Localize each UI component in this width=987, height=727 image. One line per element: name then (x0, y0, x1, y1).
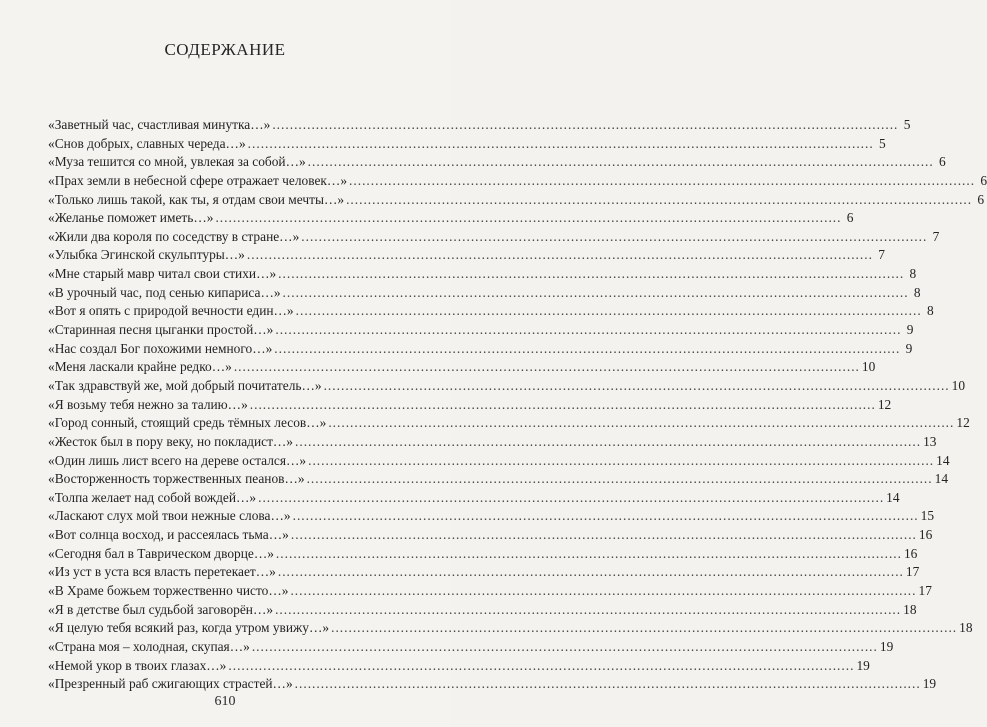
toc-entry-title: «Страна моя – холодная, скупая…» (48, 638, 250, 654)
dot-leader (328, 414, 954, 433)
toc-entry-page: 17 (905, 564, 920, 580)
toc-entry-title: «Немой укор в твоих глазах…» (48, 657, 227, 673)
toc-entry (48, 601, 917, 620)
toc-entry-page: 16 (903, 545, 918, 561)
toc-entry (48, 545, 918, 564)
toc-entry-page: 18 (903, 601, 917, 617)
toc-entry (48, 246, 885, 265)
toc-entry-page: 19 (856, 657, 870, 673)
toc-entry-page: 15 (920, 508, 935, 524)
toc-entry (48, 135, 886, 154)
dot-leader (346, 191, 972, 210)
toc-entry-page: 5 (903, 117, 911, 132)
toc-entry (48, 172, 987, 191)
toc-entry (48, 265, 917, 284)
toc-entry (48, 377, 966, 396)
dot-leader (276, 545, 902, 564)
toc-entry-title: «Муза тешится со мной, увлекая за собой…» (48, 154, 306, 170)
toc-entry (48, 433, 937, 452)
toc-entry-title: «Сегодня бал в Таврическом дворце…» (48, 545, 274, 561)
toc-entry-title: «Я в детстве был судьбой заговорён…» (48, 601, 274, 617)
toc-entry (48, 507, 935, 526)
dot-leader (234, 358, 860, 377)
toc-entry-title: «Снов добрых, славных череда…» (48, 135, 246, 151)
toc-entry-page: 6 (977, 191, 985, 207)
toc-entry (48, 638, 894, 657)
toc-entry-page: 19 (879, 638, 894, 654)
toc-entry-title: «В Храме божьем торжественно чисто…» (48, 583, 289, 599)
toc-entry-page: 18 (959, 620, 973, 636)
toc-entry (48, 191, 985, 210)
toc-entry (48, 321, 914, 340)
toc-entry-page: 7 (932, 228, 940, 244)
toc-entry-title: «Вот я опять с природой вечности един…» (48, 303, 294, 319)
toc-entry-page: 6 (846, 210, 854, 226)
toc-entry-page: 9 (905, 340, 913, 356)
dot-leader (228, 657, 854, 676)
toc-entry-title: «Заветный час, счастливая минутка…» (48, 117, 271, 132)
dot-leader (293, 507, 919, 526)
toc-entry-title: «Толпа желает над собой вождей…» (48, 489, 257, 505)
toc-entry-title: «Восторженность торжественных пеанов…» (48, 471, 305, 487)
toc-entry-page: 8 (926, 303, 934, 319)
toc-entry (48, 358, 876, 377)
toc-entry-page: 5 (879, 135, 886, 151)
toc-entry (48, 284, 921, 303)
toc-entry-title: «Я целую тебя всякий раз, когда утром увижу…» (48, 620, 330, 636)
toc-entry-page: 8 (909, 266, 917, 282)
toc-entry-page: 10 (861, 359, 876, 375)
dot-leader (274, 340, 900, 359)
toc-entry (48, 302, 934, 321)
dot-leader (250, 396, 876, 415)
dot-leader (215, 209, 841, 228)
dot-leader (275, 601, 901, 620)
dot-leader (308, 452, 934, 471)
dot-leader (272, 116, 898, 135)
dot-leader (258, 489, 884, 508)
toc-entry (48, 563, 920, 582)
toc-entry-page: 14 (934, 471, 949, 487)
toc-entry-page: 14 (936, 452, 950, 468)
dot-leader (349, 172, 975, 191)
dot-leader (278, 265, 904, 284)
toc-entry-title: «Один лишь лист всего на дереве остался…» (48, 452, 307, 468)
toc-entry-page: 6 (980, 172, 987, 188)
dot-leader (308, 153, 934, 172)
dot-leader (324, 377, 950, 396)
toc-entry (48, 526, 933, 545)
toc-entry (48, 116, 911, 135)
toc-entry-title: «Только лишь такой, как ты, я отдам свои мечты…» (48, 191, 345, 207)
page-title: СОДЕРЖАНИЕ (164, 40, 286, 59)
dot-leader (295, 675, 921, 694)
toc-entry-page: 8 (913, 284, 921, 300)
dot-leader (275, 321, 901, 340)
dot-leader (296, 302, 922, 321)
dot-leader (252, 638, 878, 657)
toc-entry-title: «Жесток был в пору веку, но покладист…» (48, 433, 294, 449)
dot-leader (301, 228, 927, 247)
toc-entry-page: 12 (877, 396, 892, 412)
dot-leader (331, 619, 957, 638)
toc-entry-title: «Желанье поможет иметь…» (48, 210, 214, 226)
toc-entry (48, 452, 950, 471)
toc-entry-page: 17 (918, 583, 932, 599)
dot-leader (283, 284, 909, 303)
toc-entry-title: «Жили два короля по соседству в стране…» (48, 228, 300, 244)
toc-entry (48, 489, 900, 508)
dot-leader (291, 526, 917, 545)
toc-entry-title: «Вот солнца восход, и рассеялась тьма…» (48, 527, 289, 543)
toc-entry-title: «Я возьму тебя нежно за талию…» (48, 396, 248, 412)
toc-entry-title: «Прах земли в небесной сфере отражает человек…» (48, 172, 348, 188)
toc-entry-page: 12 (956, 415, 970, 431)
toc-entry (48, 396, 892, 415)
toc-entry-page: 9 (906, 322, 914, 338)
toc-entry (48, 657, 870, 676)
toc-entry-title: «Так здравствуй же, мой добрый почитатель…» (48, 377, 322, 393)
toc-entry-page: 13 (923, 433, 937, 449)
toc-entry-title: «Из уст в уста вся власть перетекает…» (48, 564, 276, 580)
toc-entry-title: «Нас создал Бог похожими немного…» (48, 340, 273, 356)
toc-entry (48, 153, 946, 172)
toc-entry-title: «Презренный раб сжигающих страстей…» (48, 676, 293, 692)
toc-entry-page: 6 (939, 154, 946, 170)
toc-entry (48, 228, 940, 247)
toc-entry-title: «Улыбка Эгинской скульптуры…» (48, 247, 245, 263)
toc-entry-title: «В урочный час, под сенью кипариса…» (48, 284, 281, 300)
toc-entry-title: «Меня ласкали крайне редко…» (48, 359, 232, 375)
toc-entry-page: 10 (951, 377, 966, 393)
toc-entry (48, 414, 970, 433)
toc-entry (48, 340, 913, 359)
toc-entry-page: 14 (886, 489, 900, 505)
toc-entry (48, 470, 949, 489)
table-of-contents (48, 116, 987, 694)
toc-entry-title: «Город сонный, стоящий средь тёмных лесов…» (48, 415, 327, 431)
toc-entry-page: 7 (878, 247, 885, 263)
toc-entry-title: «Мне старый мавр читал свои стихи…» (48, 266, 277, 282)
toc-entry-page: 19 (922, 676, 937, 692)
toc-entry (48, 582, 932, 601)
toc-entry-title: «Старинная песня цыганки простой…» (48, 322, 274, 338)
dot-leader (247, 246, 873, 265)
toc-entry-page: 16 (918, 527, 933, 543)
toc-entry (48, 619, 973, 638)
dot-leader (295, 433, 921, 452)
page-number: 610 (214, 694, 236, 709)
dot-leader (248, 135, 874, 154)
toc-entry (48, 209, 854, 228)
dot-leader (307, 470, 933, 489)
dot-leader (290, 582, 916, 601)
toc-entry (48, 675, 937, 694)
dot-leader (278, 563, 904, 582)
toc-entry-title: «Ласкают слух мой твои нежные слова…» (48, 508, 291, 524)
